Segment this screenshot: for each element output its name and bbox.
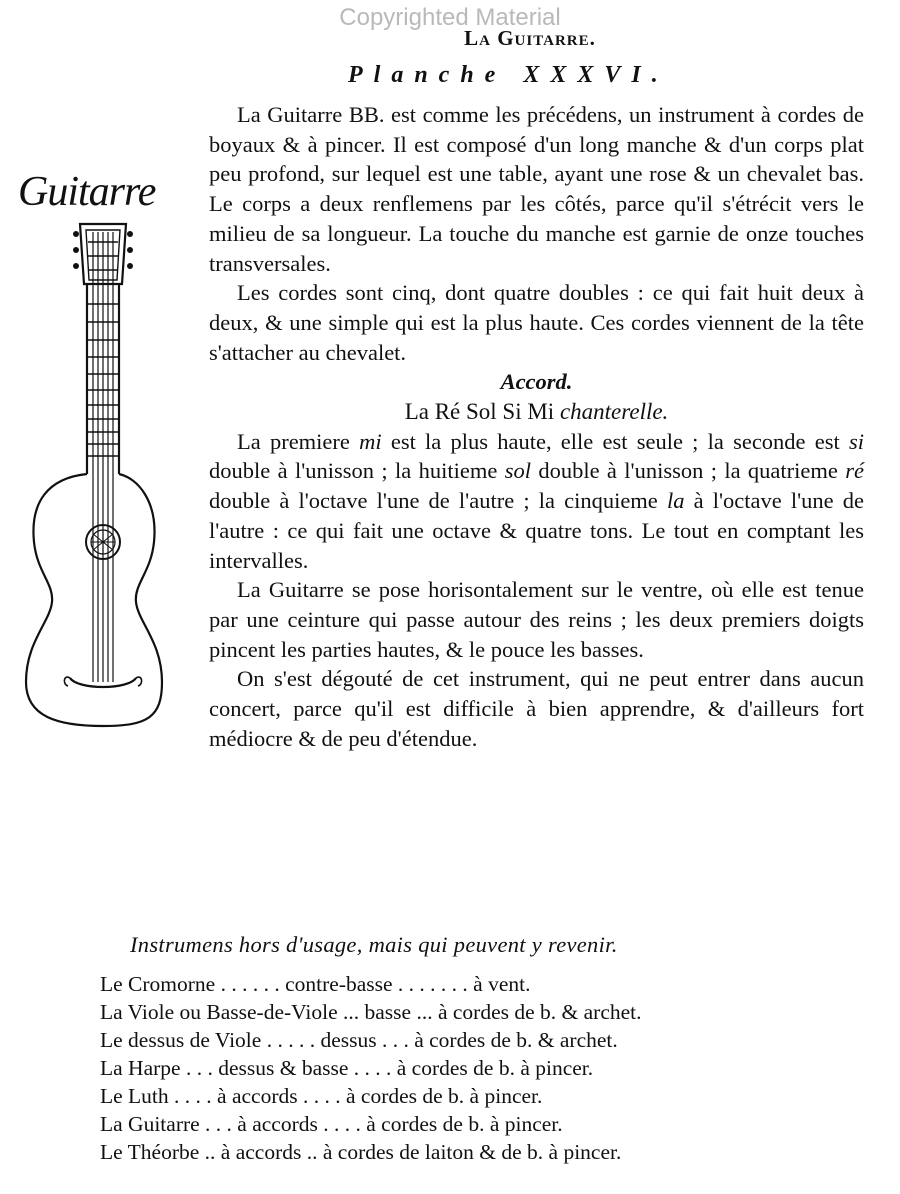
- text-run: à l'octave l'une de l'autre : ce qui fait une octave & quatre tons. Le tout en comptant les intervalles.: [209, 488, 865, 573]
- text-run: double à l'octave l'une de l'autre ; la cinquieme: [209, 488, 667, 514]
- paragraph-position: La Guitarre se pose horisontalement sur le ventre, où elle est tenue par une ceinture qui passe autour des reins ; les deux premiers doigts pincent les parties hautes, & le pouce les basses.: [209, 577, 864, 662]
- list-item: Le Théorbe .. à accords .. à cordes de laiton & de b. à pincer.: [100, 1140, 622, 1164]
- list-item: Le Cromorne . . . . . . contre-basse . . . . . . . à vent.: [100, 972, 531, 996]
- accord-line: [209, 397, 864, 427]
- italic-note: sol: [504, 458, 531, 484]
- list-item: La Viole ou Basse-de-Viole ... basse ... à cordes de b. & archet.: [100, 1000, 642, 1024]
- running-head: La Guitarre.: [464, 26, 596, 50]
- list-item: La Guitarre . . . à accords . . . . à cordes de b. à pincer.: [100, 1112, 563, 1136]
- italic-note: la: [666, 488, 685, 514]
- text-run: double à l'unisson ; la quatrieme: [530, 458, 846, 484]
- plate-heading: Planche XXXVI.: [348, 62, 669, 88]
- italic-note: ré: [845, 458, 864, 484]
- instrument-list: [100, 970, 750, 1166]
- list-item: La Harpe . . . dessus & basse . . . . à cordes de b. à pincer.: [100, 1056, 594, 1080]
- paragraph-strings: Les cordes sont cinq, dont quatre doubles : ce qui fait huit deux à deux, & une simple qui est la plus haute. Ces cordes viennent de la tête s'attacher au chevalet.: [209, 280, 864, 365]
- italic-note: si: [848, 428, 864, 454]
- italic-note: mi: [359, 428, 382, 454]
- text-run: est la plus haute, elle est seule ; la seconde est: [381, 428, 849, 454]
- guitar-illustration: [18, 212, 168, 728]
- figure-label: Guitarre: [18, 169, 156, 215]
- list-item: Le dessus de Viole . . . . . dessus . . . à cordes de b. & archet.: [100, 1028, 618, 1052]
- text-run: double à l'unisson ; la huitieme: [209, 458, 505, 484]
- paragraph-description: La Guitarre BB. est comme les précédens, un instrument à cordes de boyaux & à pincer. Il est composé d'un long manche & d'un corps plat peu profond, sur lequel est une table, ayant une rose & un chevalet bas. Le corps a deux renflemens par les côtés, parce qu'il s'étrécit vers le milieu de sa longueur. La touche du manche est garnie de onze touches transversales.: [209, 102, 864, 276]
- list-title: Instrumens hors d'usage, mais qui peuvent y revenir.: [130, 932, 618, 957]
- list-item: Le Luth . . . . à accords . . . . à cordes de b. à pincer.: [100, 1084, 543, 1108]
- accord-heading: Accord.: [500, 369, 573, 395]
- text-run: La premiere: [237, 428, 360, 454]
- paragraph-conclusion: On s'est dégouté de cet instrument, qui ne peut entrer dans aucun concert, parce qu'il est difficile à bien apprendre, & d'ailleurs fort médiocre & de peu d'étendue.: [209, 666, 864, 751]
- main-text: [209, 100, 864, 753]
- accord-notes: La Ré Sol Si Mi: [404, 399, 555, 425]
- paragraph-tuning: [209, 427, 864, 576]
- accord-chanterelle: chanterelle.: [559, 399, 669, 425]
- copyright-watermark: Copyrighted Material: [339, 4, 561, 31]
